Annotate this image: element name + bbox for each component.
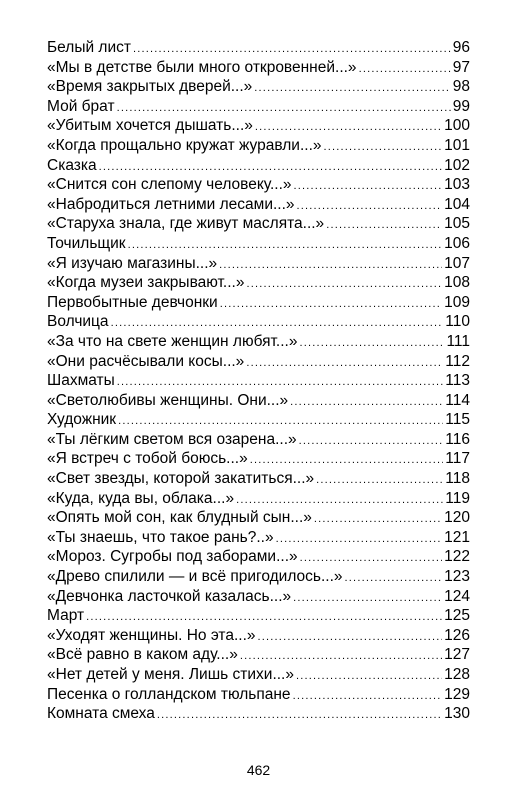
toc-entry-page: 98 [452,78,470,96]
dot-leader [299,334,444,354]
toc-entry [47,371,470,391]
toc-entry-page: 97 [452,58,470,76]
dot-leader [276,530,443,550]
dot-leader [219,256,442,276]
toc-entry [47,116,470,136]
toc-entry-title: «Всё равно в каком аду...» [47,646,238,664]
toc-entry-title: «Свет звезды, которой закатиться...» [47,470,315,488]
toc-entry-title: «Нет детей у меня. Лишь стихи...» [47,666,294,683]
dot-leader [220,295,442,315]
toc-entry-page: 122 [444,548,470,566]
toc-entry [47,410,470,430]
toc-entry [47,254,470,274]
toc-entry-title: «Древо спилили — и всё пригодилось...» [47,568,343,586]
toc-entry-page: 109 [444,293,470,311]
toc-entry [47,214,470,234]
toc-entry-title: «Набродиться летними лесами...» [47,195,295,213]
toc-entry [47,156,470,176]
toc-entry [47,195,470,215]
dot-leader [316,471,443,491]
toc-entry-page: 124 [444,587,470,605]
toc-entry [47,293,470,313]
toc-entry [47,567,470,587]
toc-entry [47,449,470,469]
toc-entry-page: 110 [445,313,470,331]
dot-leader [345,569,443,589]
dot-leader [293,687,443,707]
toc-entry [47,528,470,548]
toc-entry-page: 99 [452,97,470,115]
toc-entry-title: «Снится сон слепому человеку...» [47,176,292,194]
toc-entry-page: 116 [445,430,470,448]
toc-entry-page: 130 [444,705,470,723]
toc-entry [47,77,470,97]
toc-entry-title: «Уходят женщины. Но эта...» [47,626,256,644]
toc-entry-page: 128 [444,666,470,683]
toc-entry-page: 127 [444,646,470,664]
toc-entry-title: Сказка [47,156,97,174]
toc-entry-page: 111 [446,332,470,350]
toc-entry-title: «Старуха знала, где живут маслята...» [47,215,325,233]
dot-leader [359,60,451,80]
dot-leader [290,393,443,413]
toc-entry [47,136,470,156]
dot-leader [324,138,443,158]
toc-entry [47,391,470,411]
toc-entry [47,606,470,626]
page-number: 462 [246,762,271,778]
toc-entry-page: 113 [445,372,470,390]
toc-entry-page: 120 [444,509,470,527]
dot-leader [246,354,443,374]
toc-entry [47,587,470,607]
toc-entry [47,469,470,489]
toc-entry-page: 129 [444,685,470,703]
toc-entry-title: Песенка о голландском тюльпане [47,685,291,703]
dot-leader [326,216,442,236]
toc-entry-title: «Я встреч с тобой боюсь...» [47,450,248,468]
dot-leader [314,510,442,530]
toc-entry-title: Март [47,607,85,625]
dot-leader [293,589,442,609]
dot-leader [157,706,442,726]
toc-entry [47,332,470,352]
dot-leader [246,275,442,295]
toc-entry-page: 102 [444,156,470,174]
dot-leader [254,79,450,99]
toc-entry-page: 117 [445,450,470,468]
toc-entry [47,645,470,665]
toc-entry [47,626,470,646]
toc-entry-page: 125 [444,607,470,625]
toc-entry [47,489,470,509]
toc-entry-page: 96 [452,39,470,56]
toc-entry-page: 100 [444,117,470,135]
toc-entry-page: 118 [445,470,470,488]
toc-entry-page: 126 [444,626,470,644]
dot-leader [299,432,444,452]
toc-entry-title: «Они расчёсывали косы...» [47,352,245,370]
toc-entry [47,175,470,195]
toc-entry-title: Художник [47,411,117,429]
toc-entry-page: 114 [445,391,470,409]
toc-entry-page: 112 [445,352,470,370]
toc-entry-title: Шахматы [47,372,115,390]
toc-entry-title: Первобытные девчонки [47,293,218,311]
toc-entry-page: 123 [444,568,470,586]
toc-entry [47,58,470,78]
toc-entry [47,508,470,528]
toc-entry-title: «За что на свете женщин любят...» [47,332,298,350]
dot-leader [296,667,442,687]
toc-entry [47,312,470,332]
toc-entry [47,704,470,724]
toc-entry-title: Белый лист [47,39,131,56]
toc-entry-title: «Мы в детстве были много откровенней...» [47,58,357,76]
toc-entry [47,97,470,117]
toc-entry-page: 119 [445,489,470,507]
toc-entry-title: Точильщик [47,234,126,252]
toc-entry-title: «Ты лёгким светом вся озарена...» [47,430,297,448]
dot-leader [294,177,443,197]
toc-entry [47,430,470,450]
toc-entry-page: 101 [444,136,470,154]
toc-entry [47,547,470,567]
dot-leader [258,628,443,648]
toc-entry [47,665,470,685]
toc-entry-page: 121 [444,528,470,546]
toc-entry-page: 106 [444,234,470,252]
toc-entry-page: 107 [444,254,470,272]
toc-entry-title: «Время закрытых дверей...» [47,78,253,96]
toc-entry-page: 108 [444,274,470,292]
toc-entry-page: 103 [444,176,470,194]
toc-entry-title: «Девчонка ласточкой казалась...» [47,587,292,605]
toc-entry [47,685,470,705]
toc-entry [47,273,470,293]
toc-entry-title: Мой брат [47,97,115,115]
toc-entry [47,38,470,58]
toc-entry-page: 105 [444,215,470,233]
toc-entry-title: Волчица [47,313,109,331]
toc-entry-title: «Опять мой сон, как блудный сын...» [47,509,312,527]
toc-entry-title: «Когда прощально кружат журавли...» [47,136,322,154]
toc-entry-title: «Мороз. Сугробы под заборами...» [47,548,298,566]
toc-entry-title: «Я изучаю магазины...» [47,254,218,272]
toc-entry [47,352,470,372]
toc-entry-title: Комната смеха [47,705,155,723]
table-of-contents [47,38,470,724]
toc-entry-title: «Убитым хочется дышать...» [47,117,253,135]
toc-entry-title: «Светолюбивы женщины. Они...» [47,391,289,409]
toc-entry [47,234,470,254]
toc-entry-title: «Куда, куда вы, облака...» [47,489,235,507]
toc-entry-page: 104 [444,195,470,213]
toc-entry-title: «Ты знаешь, что такое рань?..» [47,528,274,546]
toc-entry-title: «Когда музеи закрывают...» [47,274,245,292]
toc-entry-page: 115 [445,411,470,429]
